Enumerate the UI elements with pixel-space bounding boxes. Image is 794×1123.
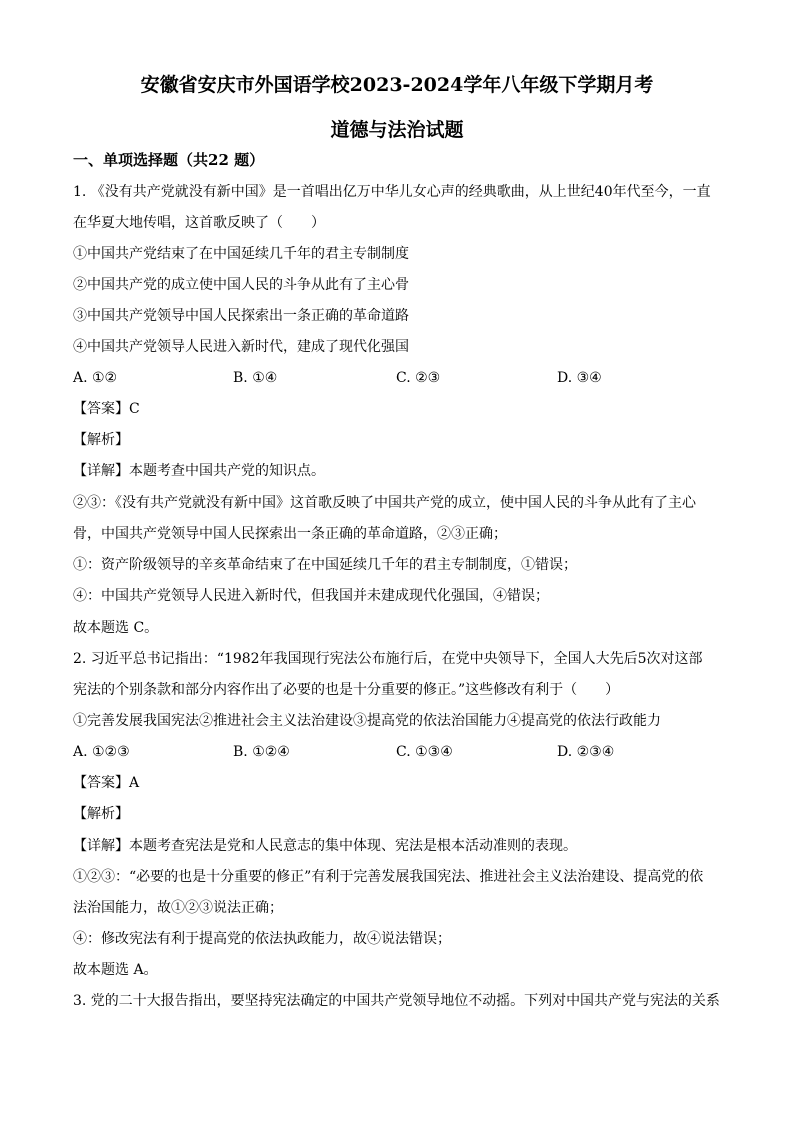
- q2-detail: 【详解】本题考查宪法是党和人民意志的集中体现、宪法是根本活动准则的表现。: [73, 838, 577, 854]
- q1-explanation-line3: ①：资产阶级领导的辛亥革命结束了在中国延续几千年的君主专制制度，①错误；: [73, 557, 577, 573]
- q2-explanation-line2: 法治国能力，故①②③说法正确；: [73, 900, 283, 916]
- q2-stem-line2: 宪法的个别条款和部分内容作出了必要的也是十分重要的修正。”这些修改有利于（ ）: [73, 682, 620, 698]
- q1-detail: 【详解】本题考查中国共产党的知识点。: [73, 463, 325, 479]
- document-title: 安徽省安庆市外国语学校2023-2024学年八年级下学期月考: [140, 74, 654, 96]
- q1-option-c: C. ②③: [396, 370, 441, 386]
- q2-explanation-line1: ①②③：“必要的也是十分重要的修正”有利于完善发展我国宪法、推进社会主义法治建设、提高党的依: [73, 869, 704, 885]
- q2-conclusion: 故本题选 A。: [73, 962, 158, 978]
- q1-explanation-line4: ④：中国共产党领导人民进入新时代，但我国并未建成现代化强国，④错误；: [73, 588, 549, 604]
- q2-explanation-line3: ④：修改宪法有利于提高党的依法执政能力，故④说法错误；: [73, 931, 451, 947]
- q1-statement-4: ④中国共产党领导人民进入新时代，建成了现代化强国: [73, 339, 409, 355]
- q2-option-a: A. ①②③: [73, 744, 130, 760]
- q2-option-c: C. ①③④: [396, 744, 453, 760]
- q3-stem-line1: 3. 党的二十大报告指出，要坚持宪法确定的中国共产党领导地位不动摇。下列对中国共产党与宪法的关系: [73, 993, 720, 1009]
- section-heading: 一、单项选择题（共22 题）: [73, 151, 265, 169]
- document-subtitle: 道德与法治试题: [330, 119, 464, 141]
- q1-explanation-line1: ②③：《没有共产党就没有新中国》这首歌反映了中国共产党的成立，使中国人民的斗争从此有了主心: [73, 495, 696, 511]
- q1-analysis-label: 【解析】: [73, 432, 129, 448]
- q1-conclusion: 故本题选 C。: [73, 620, 159, 636]
- q1-option-a: A. ①②: [73, 370, 118, 386]
- q1-stem-line1: 1. 《没有共产党就没有新中国》是一首唱出亿万中华儿女心声的经典歌曲，从上世纪40年代至今，一直: [73, 184, 711, 200]
- q1-statement-3: ③中国共产党领导中国人民探索出一条正确的革命道路: [73, 308, 409, 324]
- q1-option-b: B. ①④: [233, 370, 278, 386]
- q1-option-d: D. ③④: [557, 370, 602, 386]
- q2-answer: 【答案】A: [73, 775, 140, 791]
- q2-option-b: B. ①②④: [233, 744, 290, 760]
- q1-statement-1: ①中国共产党结束了在中国延续几千年的君主专制制度: [73, 246, 409, 262]
- q2-analysis-label: 【解析】: [73, 806, 129, 822]
- q1-statement-2: ②中国共产党的成立使中国人民的斗争从此有了主心骨: [73, 277, 409, 293]
- q2-stem-line1: 2. 习近平总书记指出：“1982年我国现行宪法公布施行后，在党中央领导下，全国人大先后5次对这部: [73, 651, 703, 667]
- q2-option-d: D. ②③④: [557, 744, 615, 760]
- q1-stem-line2: 在华夏大地传唱，这首歌反映了（ ）: [73, 215, 325, 231]
- q1-explanation-line2: 骨，中国共产党领导中国人民探索出一条正确的革命道路，②③正确；: [73, 526, 507, 542]
- q2-statements: ①完善发展我国宪法②推进社会主义法治建设③提高党的依法治国能力④提高党的依法行政能力: [73, 713, 661, 729]
- q1-answer: 【答案】C: [73, 401, 140, 417]
